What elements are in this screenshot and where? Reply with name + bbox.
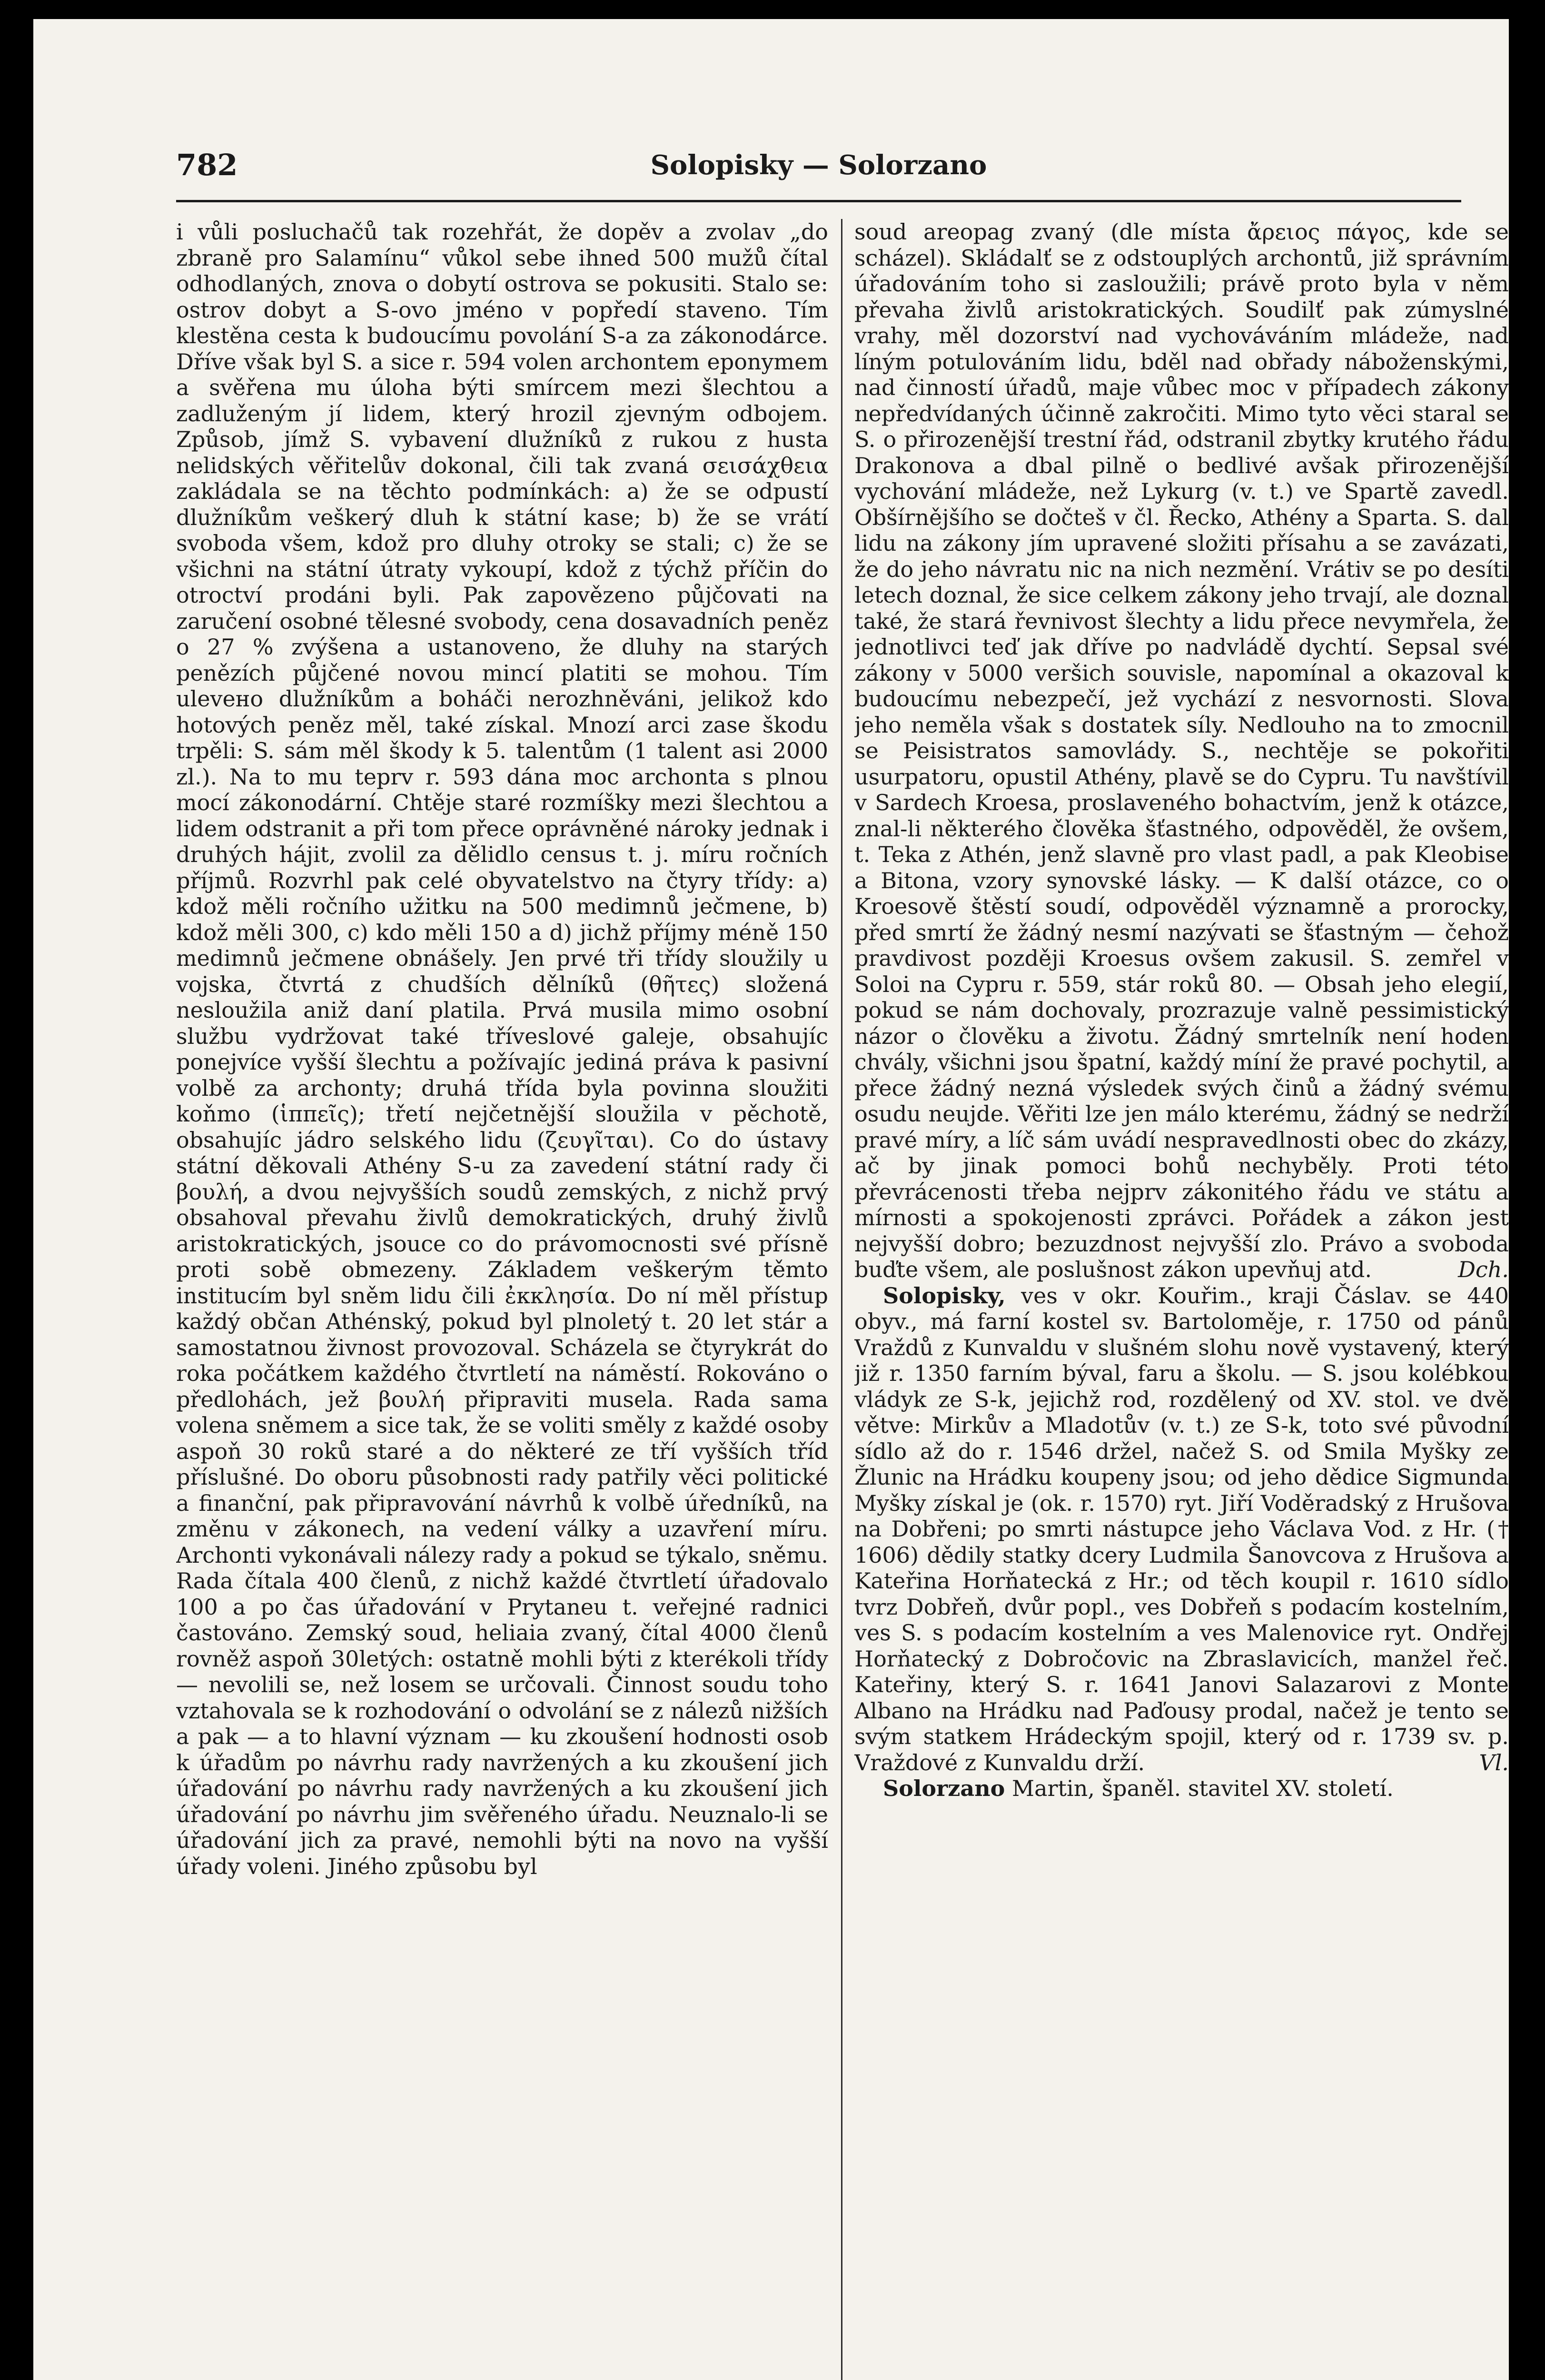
right-column bbox=[854, 219, 1509, 2380]
solon-continuation-text bbox=[854, 219, 1509, 1283]
column-divider bbox=[841, 219, 842, 2380]
author-signature-vl: Vl. bbox=[1479, 1749, 1509, 1775]
entry-solopisky-text: ves v okr. Kouřim., kraji Čáslav. se 440 obyv., má farní kostel sv. Bartoloměje, r. 1750 od pánů Vraždů z Kunvaldu v slušném slohu nově vystavený, který již r. 1350 farním býval, faru a školu. — S. jsou kolébkou vládyk ze S-k, jejichž rod, rozdělený od XV. stol. ve dvě větve: Mirkův a Mladotův (v. t.) ze S-k, toto své původní sídlo až do r. 1546 držel, načež S. od Smila Myšky ze Žlunic na Hrádku koupeny jsou; od jeho dědice Sigmunda Myšky získal je (ok. r. 1570) ryt. Jiří Voděradský z Hrušova na Dobřeni; po smrti nástupce jeho Václava Vod. z Hr. († 1606) dědily statky dcery Ludmila Šanovcova z Hrušova a Kateřina Horňatecká z Hr.; od těch koupil r. 1610 sídlo tvrz Dobřeň, dvůr popl., ves Dobřeň s podacím kostelním, ves S. s podacím kostelním a ves Malenovice ryt. Ondřej Horňatecký z Dobročovic na Zbraslavicích, manžel řeč. Kateřiny, který S. r. 1641 Janovi Salazarovi z Monte Albano na Hrádku nad Paďousy prodal, načež je tento se svým statkem Hrádeckým spojil, který od r. 1739 sv. p. Vraždové z Kunvaldu drží. bbox=[854, 1282, 1509, 1775]
left-column bbox=[176, 219, 828, 2380]
entry-solorzano bbox=[854, 1775, 1509, 1802]
left-column-text: i vůli posluchačů tak rozehřát, že dopěv a zvolav „do zbraně pro Salamínu“ vůkol sebe ihned 500 mužů čítal odhodlaných, znova o dobytí ostrova se pokusiti. Stalo se: ostrov dobyt a S-ovo jméno v popředí staveno. Tím klestěna cesta k budoucímu povolání S-a za zákonodárce. Dříve však byl S. a sice r. 594 volen archontem eponymem a svěřena mu úloha býti smírcem mezi šlechtou a zadluženým jí lidem, který hrozil zjevným odbojem. Způsob, jímž S. vybavení dlužníků z rukou z husta nelidských věřitelův dokonal, čili tak zvaná σεισάχθεια zakládala se na těchto podmínkách: a) že se odpustí dlužníkům veškerý dluh k státní kase; b) že se vrátí svoboda všem, kdož pro dluhy otroky se stali; c) že se všichni na státní útraty vykoupí, kdož z týchž příčin do otroctví prodáni byli. Pak zapovězeno půjčovati na zaručení osobné tělesné svobody, cena dosavadních peněz o 27 % zvýšena a ustanoveno, že dluhy na starých penězích půjčené novou mincí platiti se mohou. Tím ulevено dlužníkům a boháči nerozhněváni, jelikož kdo hotových peněz měl, také získal. Mnozí arci zase škodu trpěli: S. sám měl škody k 5. talentům (1 talent asi 2000 zl.). Na to mu teprv r. 593 dána moc archonta s plnou mocí zákonodární. Chtěje staré rozmíšky mezi šlechtou a lidem odstranit a při tom přece oprávněné nároky jednak i druhých hájit, zvolil za dělidlo census t. j. míru ročních příjmů. Rozvrhl pak celé obyvatelstvo na čtyry třídy: a) kdož měli ročního užitku na 500 medimnů ječmene, b) kdož měli 300, c) kdo měli 150 a d) jichž příjmy méně 150 medimnů ječmene obnášely. Jen prvé tři třídy sloužily u vojska, čtvrtá z chudších dělníků (θῆτες) složená nesloužila aniž daní platila. Prvá musila mimo osobní službu vydržovat také tříveslové galeje, obsahujíc ponejvíce vyšší šlechtu a požívajíc jediná práva k pasivní volbě za archonty; druhá třída byla povinna sloužiti koňmo (ἱππεῖς); třetí nejčetnější sloužila v pěchotě, obsahujíc jádro selského lidu (ζευγῖται). Co do ústavy státní děkovali Athény S-u za zavedení státní rady či βουλή, a dvou nejvyšších soudů zemských, z nichž prvý obsahoval převahu živlů demokratických, druhý živlů aristokratických, jsouce co do právomocnosti své přísně proti sobě obmezeny. Základem veškerým těmto institucím byl sněm lidu čili ἐκκλησία. Do ní měl přístup každý občan Athénský, pokud byl plnoletý t. 20 let stár a samostatnou živnost provozoval. Scházela se čtyrykrát do roka počátkem každého čtvrtletí na náměstí. Rokováno o předlohách, jež βουλή připraviti musela. Rada sama volena sněmem a sice tak, že se voliti směly z každé osoby aspoň 30 roků staré a do některé ze tří vyšších tříd příslušné. Do oboru působnosti rady patřily věci politické a finanční, pak připravování návrhů k volbě úředníků, na změnu v zákonech, na vedení války a uzavření míru. Archonti vykonávali nálezy rady a pokud se týkalo, sněmu. Rada čítala 400 členů, z nichž každé čtvrtletí úřadovalo 100 a po čas úřadování v Prytaneu t. veřejné radnici častováno. Zemský soud, heliaia zvaný, čítal 4000 členů rovněž aspoň 30letých: ostatně mohli býti z kterékoli třídy — nevolili se, než losem se určovali. Činnost soudu toho vztahovala se k rozhodování o odvolání se z nálezů nižších a pak — a to hlavní význam — ku zkoušení hodnosti osob k úřadům po návrhu rady navržených a ku zkoušení jich úřadování po návrhu rady navržených a ku zkoušení jich úřadování po návrhu jim svěřeného úřadu. Neuznalo-li se úřadování jich za pravé, nemohli býti na novo na vyšší úřady voleni. Jiného způsobu byl bbox=[176, 219, 828, 1879]
entry-solopisky bbox=[854, 1283, 1509, 1776]
entry-head-solorzano: Solorzano bbox=[883, 1775, 1005, 1801]
page-header bbox=[176, 148, 1461, 190]
entry-head-solopisky: Solopisky, bbox=[883, 1282, 1006, 1309]
page-number: 782 bbox=[176, 148, 238, 182]
author-signature-dch: Dch. bbox=[1458, 1257, 1509, 1282]
running-title: Solopisky — Solorzano bbox=[650, 149, 987, 181]
header-rule bbox=[176, 200, 1461, 202]
dictionary-page bbox=[33, 19, 1509, 2380]
entry-solorzano-text: Martin, španěl. stavitel XV. století. bbox=[1011, 1775, 1394, 1801]
solon-text-end: soud areopag zvaný (dle místa ἄρειος πάγος, kde se scházel). Skládalť se z odstouplých archontů, již správním úřadováním toho si zasloužili; právě proto byla v něm převaha živlů aristokratických. Soudilť pak zúmyslné vrahy, měl dozorství nad vychováváním mládeže, nad líným potulováním lidu, bděl nad obřady náboženskými, nad činností úřadů, maje vůbec moc v případech zákony nepředvídaných účinně zakročiti. Mimo tyto věci staral se S. o přirozenější trestní řád, odstranil zbytky krutého řádu Drakonova a dbal pilně o bedlivé avšak přirozenější vychování mládeže, než Lykurg (v. t.) ve Spartě zavedl. Obšírnějšího se dočteš v čl. Řecko, Athény a Sparta. S. dal lidu na zákony jím upravené složiti přísahu a se zavázati, že do jeho návratu nic na nich nezmění. Vrátiv se po desíti letech doznal, že sice celkem zákony jeho trvají, ale doznal také, že stará řevnivost šlechty a lidu přece nevymřela, že jednotlivci teď jak dříve po nadvládě dychtí. Sepsal své zákony v 5000 veršich souvisle, napomínal a okazoval k budoucímu nebezpečí, jež vychází z nesvornosti. Slova jeho neměla však s dostatek síly. Nedlouho na to zmocnil se Peisistratos samovlády. S., nechtěje se pokořiti usurpatoru, opustil Athény, plavě se do Cypru. Tu navštívil v Sardech Kroesa, proslaveného bohactvím, jenž k otázce, znal-li některého člověka šťastného, odpověděl, že ovšem, t. Teka z Athén, jenž slavně pro vlast padl, a pak Kleobise a Bitona, vzory synovské lásky. — K další otázce, co o Kroesově štěstí soudí, odpověděl významně a prorocky, před smrtí že žádný nesmí nazývati se šťastným — čehož pravdivost později Kroesus ovšem zakusil. S. zemřel v Soloi na Cypru r. 559, stár roků 80. — Obsah jeho elegií, pokud se nám dochovaly, prozrazuje valně pessimistický názor o člověku a životu. Žádný smrtelník není hoden chvály, všichni jsou špatní, každý míní že pravé pochytil, a přece žádný nezná výsledek svých činů a žádný svému osudu neujde. Věřiti lze jen málo kterému, žádný se nedrží pravé míry, a líč sám uvádí nespravedlnosti obec do zkázy, ač by jinak pomoci bohů nechyběly. Proti této převrácenosti třeba nejprv zákonitého řádu ve státu a mírnosti a spokojenosti zprávci. Pořádek a zákon jest nejvyšší dobro; bezuzdnost nejvyšší zlo. Právo a svoboda buďte všem, ale poslušnost zákon upevňuj atd. bbox=[854, 219, 1509, 1282]
